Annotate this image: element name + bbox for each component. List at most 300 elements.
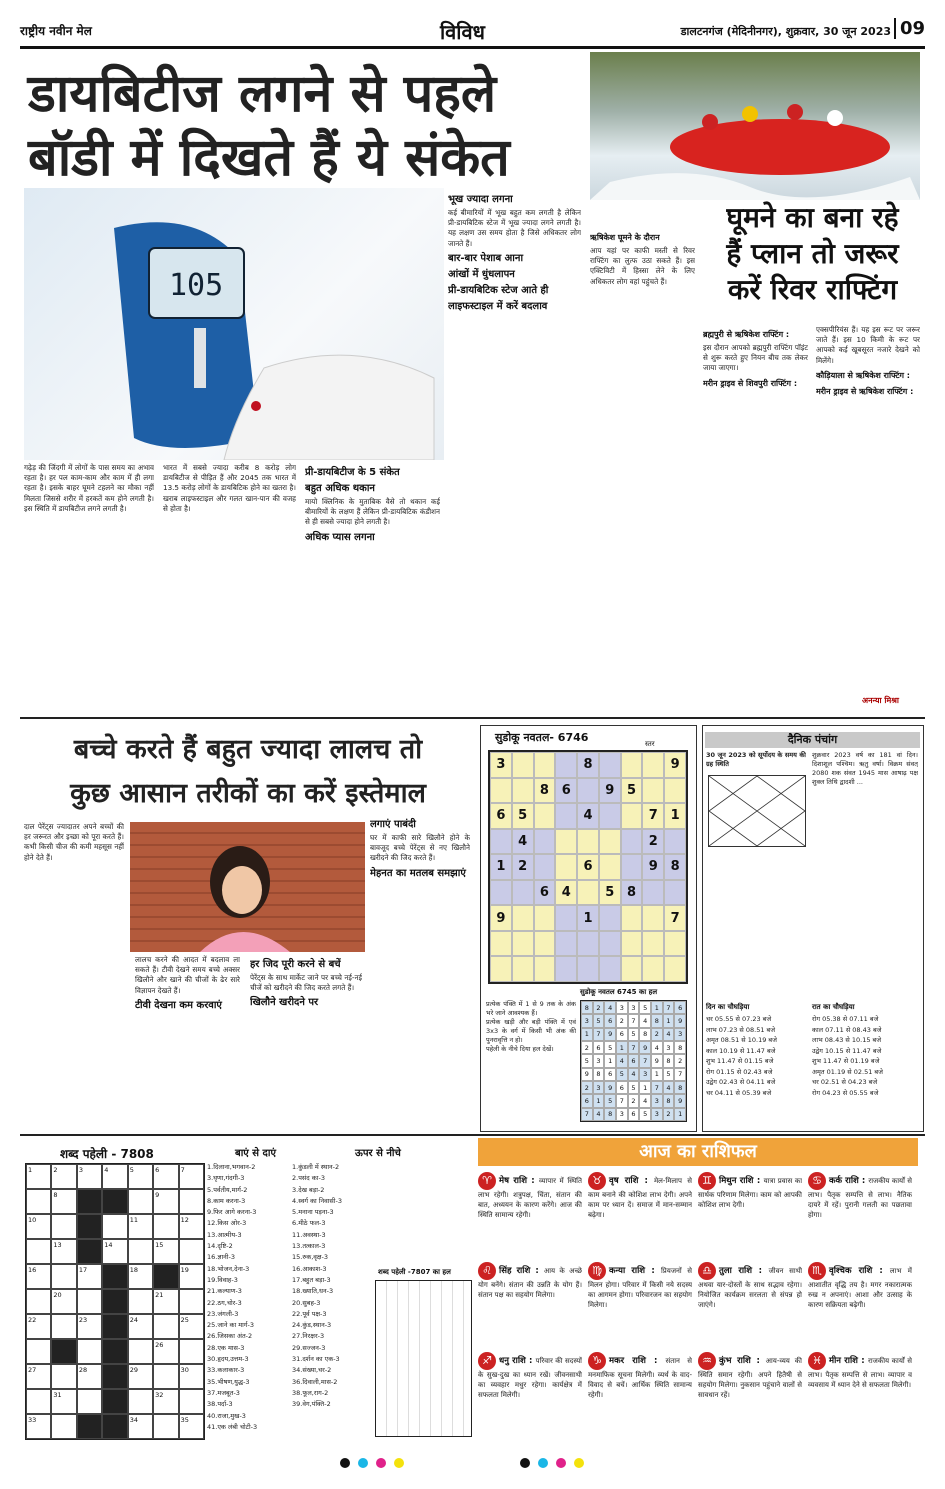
zodiac-icon: ♉ <box>588 1172 606 1190</box>
crossword-cell[interactable]: 11 <box>128 1214 153 1239</box>
crossword-cell[interactable]: 7 <box>179 1164 204 1189</box>
sudoku-solution-cell: 5 <box>663 1068 675 1081</box>
rashi-item <box>698 1352 802 1438</box>
sudoku-cell[interactable] <box>490 829 512 855</box>
sudoku-solution-cell: 2 <box>674 1054 686 1067</box>
sudoku-cell[interactable] <box>577 956 599 982</box>
crossword-cell[interactable] <box>153 1264 178 1289</box>
sudoku-solution-cell: 2 <box>628 1094 640 1107</box>
crossword-clue: 34.संख्या,चर-2 <box>292 1366 332 1375</box>
sudoku-cell[interactable] <box>534 752 556 778</box>
rafting-col1 <box>590 228 695 708</box>
rashi-name: कुंभ राशि : <box>719 1356 766 1366</box>
crossword-cell[interactable] <box>153 1414 178 1439</box>
children-col4-text: घर में काफी सारे खिलौने होने के बावजूद बच्चे पेरेंट्स से नए खिलौने खरीदने की जिद करते हैं। <box>370 833 470 863</box>
children-col1-text: दाल पेरेंट्स ज्यादातर अपने बच्चों की हर जरूरत और इच्छा को पूरा करते हैं। कभी किसी चीज की कमी महसूस नहीं होने देते हैं। <box>24 822 124 862</box>
sudoku-solution-cell: 6 <box>604 1014 616 1027</box>
crossword-cell[interactable]: 1 <box>26 1164 51 1189</box>
crossword-cell[interactable]: 17 <box>77 1264 102 1289</box>
crossword-cell[interactable] <box>102 1289 127 1314</box>
crossword-cell[interactable] <box>51 1339 76 1364</box>
sudoku-cell[interactable] <box>534 829 556 855</box>
crossword-cell[interactable] <box>51 1214 76 1239</box>
crossword-cell[interactable] <box>179 1289 204 1314</box>
crossword-cell[interactable]: 2 <box>51 1164 76 1189</box>
rashi-text: राजकीय कार्यों से लाभ। पैतृक सम्पत्ति से लाभ। व्यापार व व्यवसाय में ध्यान देने से सफलता मिलेगी। <box>808 1357 912 1389</box>
diabetes-headline <box>28 62 588 190</box>
sudoku-level: स्तर <box>645 740 655 748</box>
sudoku-solution-cell: 6 <box>604 1068 616 1081</box>
sudoku-cell[interactable]: 8 <box>534 778 556 804</box>
sudoku-solution-grid <box>580 1000 687 1122</box>
sudoku-cell[interactable] <box>534 905 556 931</box>
sudoku-cell[interactable] <box>490 778 512 804</box>
crossword-cell[interactable] <box>26 1289 51 1314</box>
paper-name: राष्ट्रीय नवीन मेल <box>20 24 92 38</box>
crossword-cell[interactable] <box>26 1239 51 1264</box>
sudoku-solution-cell: 8 <box>674 1081 686 1094</box>
rashi-name: वृष राशि : <box>609 1176 654 1186</box>
glucometer-reading: 105 <box>169 268 224 303</box>
rashi-name: धनु राशि : <box>499 1356 536 1366</box>
sudoku-cell[interactable]: 8 <box>664 854 686 880</box>
crossword-cell[interactable]: 5 <box>128 1164 153 1189</box>
chaughadiya-right <box>812 1014 918 1114</box>
crossword-cell[interactable] <box>77 1339 102 1364</box>
crossword-cell[interactable]: 25 <box>179 1314 204 1339</box>
rashi-name: मकर राशि : <box>609 1356 666 1366</box>
crossword-cell[interactable] <box>102 1364 127 1389</box>
sudoku-rule-3: पहेली के नीचे दिया हल देखें। <box>486 1045 554 1053</box>
sudoku-cell[interactable] <box>642 778 664 804</box>
crossword-cell[interactable]: 12 <box>179 1214 204 1239</box>
crossword-cell[interactable]: 32 <box>153 1389 178 1414</box>
crossword-cell[interactable] <box>77 1189 102 1214</box>
sudoku-cell[interactable]: 4 <box>555 880 577 906</box>
sudoku-solution-cell: 5 <box>628 1081 640 1094</box>
sudoku-cell[interactable]: 1 <box>577 905 599 931</box>
sudoku-cell[interactable] <box>664 829 686 855</box>
crossword-cell[interactable] <box>128 1239 153 1264</box>
crossword-cell[interactable]: 13 <box>51 1239 76 1264</box>
crossword-clue: 16.ज्ञानी-3 <box>207 1253 235 1262</box>
rashi-text: लाभ में आशातीत वृद्धि तय है। मगर नकारात्मक रुख न अपनाएं। आशा और उत्साह के कारण सक्रियता बढ़ेगी। <box>808 1267 912 1309</box>
zodiac-icon: ♒ <box>698 1352 716 1370</box>
sudoku-cell[interactable] <box>621 803 643 829</box>
chaughadiya-left <box>706 1014 806 1114</box>
crossword-cell[interactable]: 33 <box>26 1414 51 1439</box>
sudoku-cell[interactable] <box>664 931 686 957</box>
rashi-item <box>478 1172 582 1258</box>
rafting-headline <box>700 200 925 308</box>
sudoku-cell[interactable]: 7 <box>664 905 686 931</box>
crossword-clue: 8.काम करना-3 <box>207 1196 246 1205</box>
crossword-clue: 5.पर्वतीय,मार्ग-2 <box>207 1185 248 1194</box>
sudoku-cell[interactable] <box>555 752 577 778</box>
sudoku-solution-cell: 3 <box>616 1001 628 1014</box>
zodiac-icon: ♋ <box>808 1172 826 1190</box>
chaughadiya-row: रोग 05.38 से 07.11 बजे <box>812 1015 879 1023</box>
crossword-cell[interactable] <box>77 1389 102 1414</box>
sudoku-cell[interactable]: 2 <box>642 829 664 855</box>
rashi-text: परिवार की सदस्यों के सुख-दुख का ध्यान रखें। जीवनसाथी का व्यवहार मधुर रहेगा। कार्यक्षेत्र में सफलता मिलेगी। <box>478 1357 582 1399</box>
sudoku-cell[interactable] <box>621 905 643 931</box>
diabetes-col1 <box>24 463 154 713</box>
crossword-cell[interactable] <box>26 1339 51 1364</box>
sudoku-cell[interactable] <box>512 956 534 982</box>
crossword-cell[interactable] <box>77 1214 102 1239</box>
sudoku-cell[interactable] <box>642 931 664 957</box>
rashi-text: प्रियजनों से मिलन होगा। परिवार में किसी नये सदस्य का आगमन होगा। परिवारजन का सहयोग मिलेगा। <box>588 1267 692 1309</box>
sudoku-solution-cell: 4 <box>639 1014 651 1027</box>
rashi-item <box>588 1352 692 1438</box>
crossword-cell[interactable]: 29 <box>128 1364 153 1389</box>
crossword-cell[interactable] <box>102 1264 127 1289</box>
sudoku-cell[interactable]: 1 <box>664 803 686 829</box>
sudoku-cell[interactable]: 7 <box>642 803 664 829</box>
crossword-cell[interactable] <box>102 1189 127 1214</box>
crossword-clue: 17.बहुत बड़ा-3 <box>292 1275 331 1284</box>
rafting-headline-line1: घूमने का बना रहे <box>726 201 899 234</box>
sudoku-solution-cell: 3 <box>663 1041 675 1054</box>
sudoku-solution-cell: 5 <box>593 1014 605 1027</box>
footer-dot-yellow <box>394 1458 404 1468</box>
sudoku-cell[interactable] <box>534 803 556 829</box>
sudoku-solution-cell: 3 <box>651 1108 663 1121</box>
sudoku-solution-cell: 7 <box>663 1001 675 1014</box>
crossword-cell[interactable] <box>26 1189 51 1214</box>
rashi-text: राजकीय कार्यों से लाभ। पैतृक सम्पत्ति से लाभ। नैतिक दायरे में रहें। पुरानी गलती का पछतावा होगा। <box>808 1177 912 1219</box>
crossword-cell[interactable]: 28 <box>77 1364 102 1389</box>
sudoku-cell[interactable] <box>599 931 621 957</box>
sudoku-solution-cell: 4 <box>651 1041 663 1054</box>
sudoku-cell[interactable] <box>621 956 643 982</box>
sudoku-cell[interactable]: 9 <box>490 905 512 931</box>
crossword-cell[interactable]: 20 <box>51 1289 76 1314</box>
crossword-clue: 41.एक लंबी चोटी-3 <box>207 1422 258 1431</box>
crossword-cell[interactable]: 10 <box>26 1214 51 1239</box>
diabetes-col4 <box>448 190 581 710</box>
children-col2-text: लालच करने की आदत में बदलाव ला सकते हैं। टीवी देखने समय बच्चे अक्सर खिलौने और खाने की चीजों के ढेर सारे विज्ञापन देखते हैं। <box>135 955 240 995</box>
sudoku-cell[interactable] <box>512 931 534 957</box>
crossword-cell[interactable]: 27 <box>26 1364 51 1389</box>
crossword-clue: 9.फिर आगे करना-3 <box>207 1208 257 1217</box>
sudoku-cell[interactable] <box>621 752 643 778</box>
sudoku-cell[interactable] <box>599 854 621 880</box>
sudoku-cell[interactable] <box>621 854 643 880</box>
sudoku-cell[interactable] <box>555 854 577 880</box>
children-headline-line2: कुछ आसान तरीकों का करें इस्तेमाल <box>70 778 426 809</box>
sudoku-cell[interactable] <box>664 880 686 906</box>
footer-dot-cyan <box>358 1458 368 1468</box>
crossword-cell[interactable] <box>128 1339 153 1364</box>
diabetes-col2-text: भारत में सबसे ज्यादा करीब 8 करोड़ लोग डायबिटीज से पीड़ित हैं और 2045 तक भारत में 13.5 करोड़ लोगों के डायबिटिक होने का खतरा है। खराब लाइफस्टाइल और गलत खान-पान की वजह से होता है। <box>163 463 296 513</box>
sudoku-cell[interactable] <box>555 829 577 855</box>
footer-dot-black <box>340 1458 350 1468</box>
crossword-cell[interactable] <box>179 1339 204 1364</box>
sudoku-solution-cell: 4 <box>663 1028 675 1041</box>
rashi-name: वृश्चिक राशि : <box>829 1266 890 1276</box>
sudoku-cell[interactable]: 8 <box>621 880 643 906</box>
sudoku-cell[interactable] <box>555 931 577 957</box>
sudoku-cell[interactable]: 5 <box>621 778 643 804</box>
chaughadiya-row: रोग 04.23 से 05.55 बजे <box>812 1088 879 1097</box>
sudoku-cell[interactable] <box>642 880 664 906</box>
crossword-cell[interactable] <box>102 1414 127 1439</box>
sudoku-cell[interactable] <box>599 829 621 855</box>
child-illustration <box>130 822 365 952</box>
sudoku-cell[interactable]: 9 <box>599 778 621 804</box>
chaughadiya-row: शुभ 11.47 से 01.19 बजे <box>812 1057 880 1065</box>
sudoku-cell[interactable] <box>490 931 512 957</box>
sudoku-cell[interactable]: 6 <box>577 854 599 880</box>
crossword-cell[interactable] <box>179 1189 204 1214</box>
sudoku-cell[interactable] <box>512 752 534 778</box>
sudoku-cell[interactable] <box>577 829 599 855</box>
sudoku-cell[interactable]: 4 <box>512 829 534 855</box>
children-col3-text: पेरेंट्स के साथ मार्केट जाने पर बच्चे नई-नई चीजें को खरीदने की जिद करते लगते हैं। <box>250 973 362 993</box>
rafting-author <box>862 695 899 706</box>
crossword-cell[interactable]: 14 <box>102 1239 127 1264</box>
sudoku-solution-cell: 8 <box>593 1068 605 1081</box>
sudoku-solution-cell: 8 <box>674 1041 686 1054</box>
sudoku-solution-cell: 1 <box>651 1068 663 1081</box>
crossword-clue: 35.भीषण,युद्ध-3 <box>207 1377 250 1386</box>
crossword-cell[interactable]: 19 <box>179 1264 204 1289</box>
sudoku-cell[interactable] <box>577 880 599 906</box>
rashi-name: कर्क राशि : <box>829 1176 869 1186</box>
crossword-clue: 6.मीठे फल-3 <box>292 1219 326 1228</box>
sudoku-cell[interactable] <box>642 752 664 778</box>
sudoku-solution-cell: 5 <box>639 1108 651 1121</box>
crossword-clue: 28.एक मास-3 <box>207 1343 245 1352</box>
crossword-cell[interactable]: 26 <box>153 1339 178 1364</box>
sudoku-solution-cell: 7 <box>674 1068 686 1081</box>
zodiac-icon: ♍ <box>588 1262 606 1280</box>
crossword-cell[interactable] <box>153 1364 178 1389</box>
crossword-cell[interactable] <box>128 1189 153 1214</box>
sudoku-cell[interactable] <box>642 905 664 931</box>
sudoku-solution-cell: 3 <box>581 1014 593 1027</box>
crossword-cell[interactable]: 21 <box>153 1289 178 1314</box>
sudoku-solution-cell: 3 <box>639 1068 651 1081</box>
footer-dot-cyan-2 <box>538 1458 548 1468</box>
crossword-cell[interactable] <box>102 1389 127 1414</box>
sudoku-cell[interactable] <box>512 905 534 931</box>
sudoku-solution-cell: 1 <box>616 1041 628 1054</box>
crossword-cell[interactable]: 23 <box>77 1314 102 1339</box>
panchang-right-text: शुक्रवार 2023 वर्ष का 181 वां दिन। दिशाशूल पश्चिम। ऋतु वर्षा। विक्रम संवत् 2080 शक संवत 1945 मास आषाढ़ पक्ष शुक्ल तिथि द्वादशी ... <box>812 751 918 786</box>
sudoku-cell[interactable]: 6 <box>490 803 512 829</box>
crossword-cell[interactable] <box>179 1239 204 1264</box>
sudoku-cell[interactable] <box>621 829 643 855</box>
crossword-cell[interactable] <box>102 1214 127 1239</box>
sudoku-solution-cell: 7 <box>628 1041 640 1054</box>
crossword-cell[interactable] <box>179 1389 204 1414</box>
raft-illustration <box>590 52 920 200</box>
crossword-cell[interactable] <box>77 1414 102 1439</box>
crossword-cell[interactable]: 24 <box>128 1314 153 1339</box>
crossword-down-list <box>292 1162 372 1442</box>
rashi-name: मिथुन राशि : <box>719 1176 764 1186</box>
separator-lower <box>20 1134 925 1136</box>
crossword-clue: 25.जाने का मार्ग-3 <box>207 1321 254 1330</box>
crossword-cell[interactable] <box>51 1264 76 1289</box>
sudoku-cell[interactable] <box>621 931 643 957</box>
crossword-solution-grid <box>375 1280 472 1437</box>
crossword-cell[interactable]: 9 <box>153 1189 178 1214</box>
subhead-stage: प्री-डायबिटिक स्टेज आते ही <box>448 284 549 296</box>
sudoku-cell[interactable] <box>555 803 577 829</box>
footer-color-bar <box>0 1458 945 1468</box>
sudoku-cell[interactable] <box>555 905 577 931</box>
crossword-cell[interactable]: 15 <box>153 1239 178 1264</box>
sudoku-solution-cell: 7 <box>651 1081 663 1094</box>
sudoku-cell[interactable] <box>599 956 621 982</box>
sudoku-solution-cell: 4 <box>616 1054 628 1067</box>
sudoku-cell[interactable] <box>490 956 512 982</box>
zodiac-icon: ♎ <box>698 1262 716 1280</box>
crossword-cell[interactable]: 4 <box>102 1164 127 1189</box>
sudoku-solution-cell: 4 <box>628 1068 640 1081</box>
sudoku-cell[interactable] <box>577 778 599 804</box>
crossword-cell[interactable] <box>153 1214 178 1239</box>
rashi-item <box>588 1262 692 1348</box>
sudoku-solution-cell: 1 <box>663 1014 675 1027</box>
author-name: अनन्या मिश्रा <box>862 696 900 705</box>
sudoku-cell[interactable] <box>512 778 534 804</box>
crossword-cell[interactable]: 3 <box>77 1164 102 1189</box>
sudoku-cell[interactable]: 4 <box>577 803 599 829</box>
diabetes-col3-text: मायो क्लिनिक के मुताबिक वैसे तो थकान कई बीमारियों के लक्षण हैं लेकिन प्री-डायबिटिक कंडीशन से ही सबसे ज्यादा होने लगती है। <box>305 497 440 527</box>
crossword-cell[interactable] <box>128 1289 153 1314</box>
sudoku-cell[interactable]: 5 <box>599 880 621 906</box>
sudoku-cell[interactable] <box>555 956 577 982</box>
crossword-cell[interactable]: 22 <box>26 1314 51 1339</box>
sudoku-cell[interactable]: 1 <box>490 854 512 880</box>
zodiac-icon: ♏ <box>808 1262 826 1280</box>
sudoku-cell[interactable] <box>599 752 621 778</box>
rafting-col2 <box>703 325 808 710</box>
sudoku-grid <box>488 750 688 984</box>
sudoku-solution-cell: 8 <box>639 1028 651 1041</box>
sudoku-cell[interactable] <box>512 880 534 906</box>
sudoku-rule-1: प्रत्येक पंक्ति में 1 से 9 तक के अंक भरे जाने आवश्यक हैं। <box>486 1000 576 1017</box>
sudoku-cell[interactable]: 2 <box>512 854 534 880</box>
sudoku-cell[interactable]: 6 <box>555 778 577 804</box>
crossword-clue: 13.तत्काल-3 <box>292 1242 326 1251</box>
rafting-col3 <box>816 325 920 695</box>
crossword-clue: 15.रुक,वृक्ष-3 <box>292 1253 329 1262</box>
crossword-title: शब्द पहेली - 7808 <box>60 1147 154 1161</box>
child-photo <box>130 822 365 952</box>
sudoku-solution-cell: 6 <box>616 1028 628 1041</box>
crossword-clue: 24.कुंड,स्थान-3 <box>292 1321 332 1330</box>
sudoku-cell[interactable]: 9 <box>664 752 686 778</box>
rashi-text: मेल-मिलाप से काम बनाने की कोशिश लाभ देगी। अपने काम पर ध्यान दें। समाज में मान-सम्मान बढ़ेगा। <box>588 1177 692 1219</box>
crossword-cell[interactable]: 34 <box>128 1414 153 1439</box>
crossword-cell[interactable] <box>51 1314 76 1339</box>
sudoku-cell[interactable] <box>534 956 556 982</box>
crossword-clue: 38.पर्दा-3 <box>207 1400 233 1409</box>
sudoku-cell[interactable]: 6 <box>534 880 556 906</box>
sudoku-solution-cell: 1 <box>674 1108 686 1121</box>
crossword-cell[interactable] <box>51 1414 76 1439</box>
sudoku-cell[interactable] <box>490 880 512 906</box>
sudoku-solution-cell: 3 <box>674 1028 686 1041</box>
sudoku-cell[interactable]: 5 <box>512 803 534 829</box>
sudoku-solution-cell: 2 <box>663 1108 675 1121</box>
children-col3 <box>250 955 362 1120</box>
glucometer-photo <box>24 188 444 460</box>
crossword-clue: 40.राजा,मुख-3 <box>207 1411 246 1420</box>
diabetes-col2 <box>163 463 296 713</box>
crossword-cell[interactable] <box>153 1314 178 1339</box>
crossword-cell[interactable] <box>26 1389 51 1414</box>
sudoku-cell[interactable]: 3 <box>490 752 512 778</box>
subhead-mehnat: मेहनत का मतलब समझाएं <box>370 867 466 879</box>
sudoku-cell[interactable] <box>664 778 686 804</box>
crossword-cell[interactable]: 8 <box>51 1189 76 1214</box>
kundali-chart <box>708 775 806 847</box>
crossword-solution-title: शब्द पहेली -7807 का हल <box>378 1268 451 1276</box>
crossword-cell[interactable] <box>77 1239 102 1264</box>
sudoku-solution-cell: 1 <box>581 1028 593 1041</box>
crossword-cell[interactable]: 6 <box>153 1164 178 1189</box>
sudoku-solution-cell: 4 <box>593 1108 605 1121</box>
sudoku-cell[interactable]: 9 <box>642 854 664 880</box>
crossword-cell[interactable] <box>128 1389 153 1414</box>
sudoku-cell[interactable] <box>664 956 686 982</box>
sudoku-cell[interactable]: 8 <box>577 752 599 778</box>
sudoku-solution-cell: 5 <box>628 1028 640 1041</box>
chaughadiya-row: चर 05.55 से 07.23 बजे <box>706 1015 772 1023</box>
rashi-text: संतान से मनमाफिक सूचना मिलेगी। व्यर्थ के वाद-विवाद से बचें। आर्थिक स्थिति सामान्य रहेगी। <box>588 1357 692 1399</box>
crossword-down-title: ऊपर से नीचे <box>355 1148 401 1159</box>
sudoku-cell[interactable] <box>534 931 556 957</box>
sudoku-cell[interactable] <box>599 803 621 829</box>
crossword-clue: 39.वेग,पंक्ति-2 <box>292 1400 331 1409</box>
sudoku-solution-cell: 5 <box>616 1068 628 1081</box>
sudoku-cell[interactable] <box>599 905 621 931</box>
crossword-cell[interactable]: 30 <box>179 1364 204 1389</box>
sudoku-solution-cell: 7 <box>639 1054 651 1067</box>
crossword-cell[interactable]: 16 <box>26 1264 51 1289</box>
sudoku-cell[interactable] <box>577 931 599 957</box>
crossword-cell[interactable]: 31 <box>51 1389 76 1414</box>
section-title: विविध <box>440 20 485 44</box>
crossword-cell[interactable] <box>102 1314 127 1339</box>
sudoku-cell[interactable] <box>534 854 556 880</box>
crossword-cell[interactable]: 18 <box>128 1264 153 1289</box>
rashifal-grid <box>478 1172 918 1442</box>
sudoku-solution-cell: 2 <box>581 1041 593 1054</box>
subhead-pyas: अधिक प्यास लगना <box>305 531 375 543</box>
crossword-clue: 2.पसंद का-3 <box>292 1174 325 1183</box>
sudoku-solution-cell: 9 <box>651 1054 663 1067</box>
crossword-clue: 31.दर्शन का एक-3 <box>292 1355 340 1364</box>
crossword-cell[interactable]: 35 <box>179 1414 204 1439</box>
rashi-name: तुला राशि : <box>719 1266 769 1276</box>
crossword-cell[interactable] <box>77 1289 102 1314</box>
subhead-prediabetes: प्री-डायबिटीज के 5 संकेत <box>305 467 400 478</box>
crossword-clue: 38.फूल,राग-2 <box>292 1388 329 1397</box>
crossword-clue: 37.मजबूत-3 <box>207 1388 240 1397</box>
crossword-cell[interactable] <box>51 1364 76 1389</box>
crossword-cell[interactable] <box>102 1339 127 1364</box>
sudoku-cell[interactable] <box>642 956 664 982</box>
subhead-brahmpuri: ब्रह्मपुरी से ऋषिकेश राफ्टिंग : <box>703 330 790 339</box>
